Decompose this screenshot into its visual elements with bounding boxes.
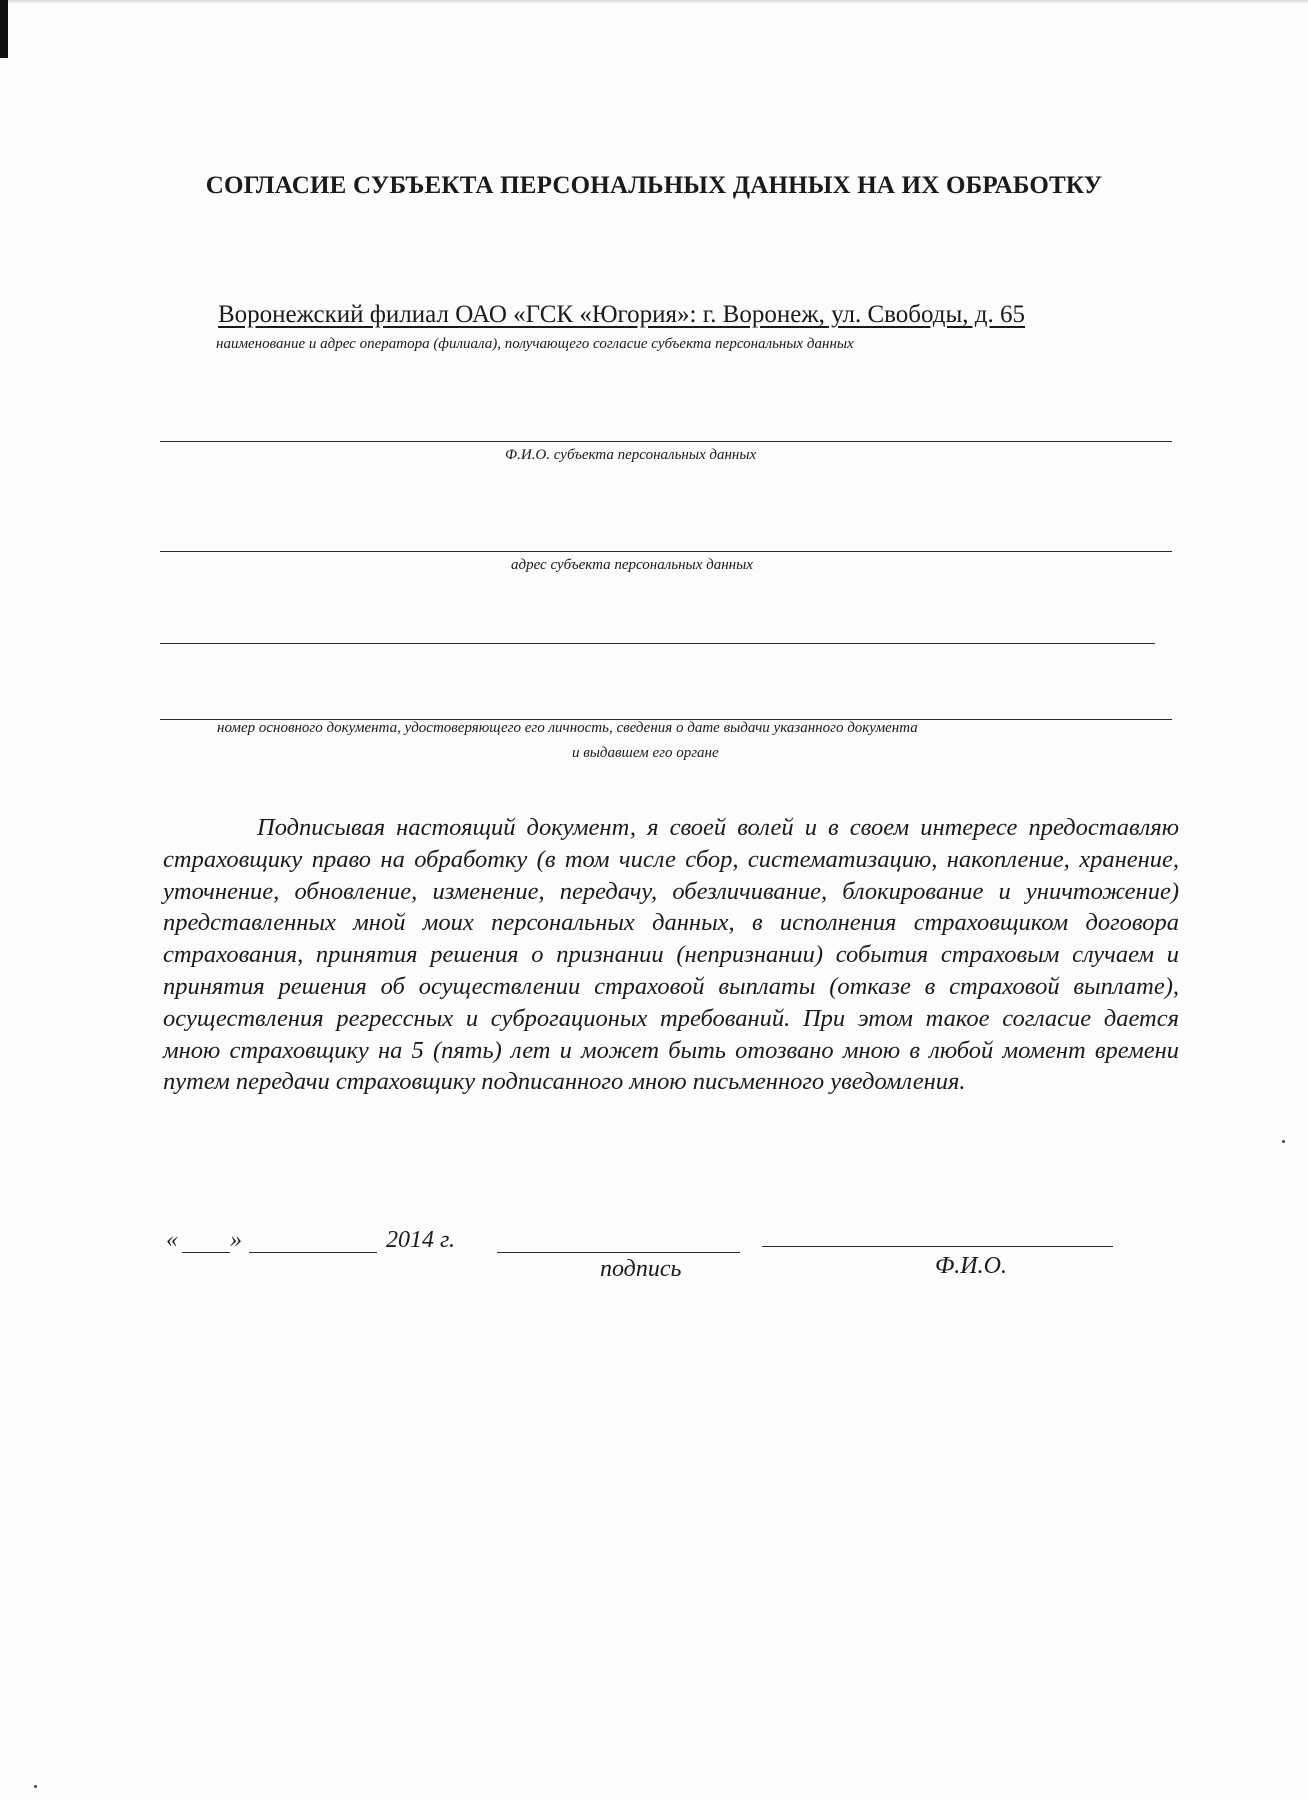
signature-blank-line [497, 1252, 740, 1253]
year-text: 2014 г. [386, 1227, 456, 1253]
document-blank-line-1 [160, 643, 1155, 644]
fio-caption: Ф.И.О. субъекта персональных данных [505, 447, 757, 463]
date-close-quote: » [230, 1227, 242, 1253]
signature-caption: подпись [600, 1256, 682, 1282]
document-caption-line2: и выдавшем его органе [572, 745, 719, 761]
date-open-quote: « [166, 1227, 178, 1253]
address-blank-line [160, 551, 1172, 552]
operator-name-address: Воронежский филиал ОАО «ГСК «Югория»: г. Воронеж, ул. Свободы, д. 65 [218, 301, 1026, 328]
document-caption-line1: номер основного документа, удостоверяющего его личность, сведения о дате выдачи указанного документа [217, 720, 918, 736]
scan-top-edge [0, 0, 1308, 4]
fio-blank-line [160, 441, 1172, 442]
day-blank-line [182, 1252, 230, 1253]
document-title: СОГЛАСИЕ СУБЪЕКТА ПЕРСОНАЛЬНЫХ ДАННЫХ НА ИХ ОБРАБОТКУ [205, 172, 1103, 199]
scan-speck [34, 1785, 37, 1788]
fio-signature-blank-line [762, 1246, 1113, 1247]
month-blank-line [249, 1252, 377, 1253]
fio-short-caption: Ф.И.О. [935, 1253, 1007, 1279]
address-caption: адрес субъекта персональных данных [511, 557, 753, 573]
scan-speck [1282, 1140, 1285, 1143]
operator-caption: наименование и адрес оператора (филиала), получающего согласие субъекта персональных данных [216, 336, 854, 352]
scan-corner-mark [0, 0, 8, 58]
consent-paragraph: Подписывая настоящий документ, я своей волей и в своем интересе предоставляю страховщику право на обработку (в том числе сбор, систематизацию, накопление, хранение, уточнение, обновление, изменение, передачу, обезличивание, блокирование и уничтожение) представленных мной моих персональных данных, в исполнения страховщиком договора страхования, принятия решения о признании (непризнании) события страховым случаем и принятия решения об осуществлении страховой выплаты (отказе в страховой выплате), осуществления регрессных и суброгационых требований. При этом такое согласие дается мною страховщику на 5 (пять) лет и может быть отозвано мною в любой момент времени путем передачи страховщику подписанного мною письменного уведомления. [163, 814, 1179, 1096]
